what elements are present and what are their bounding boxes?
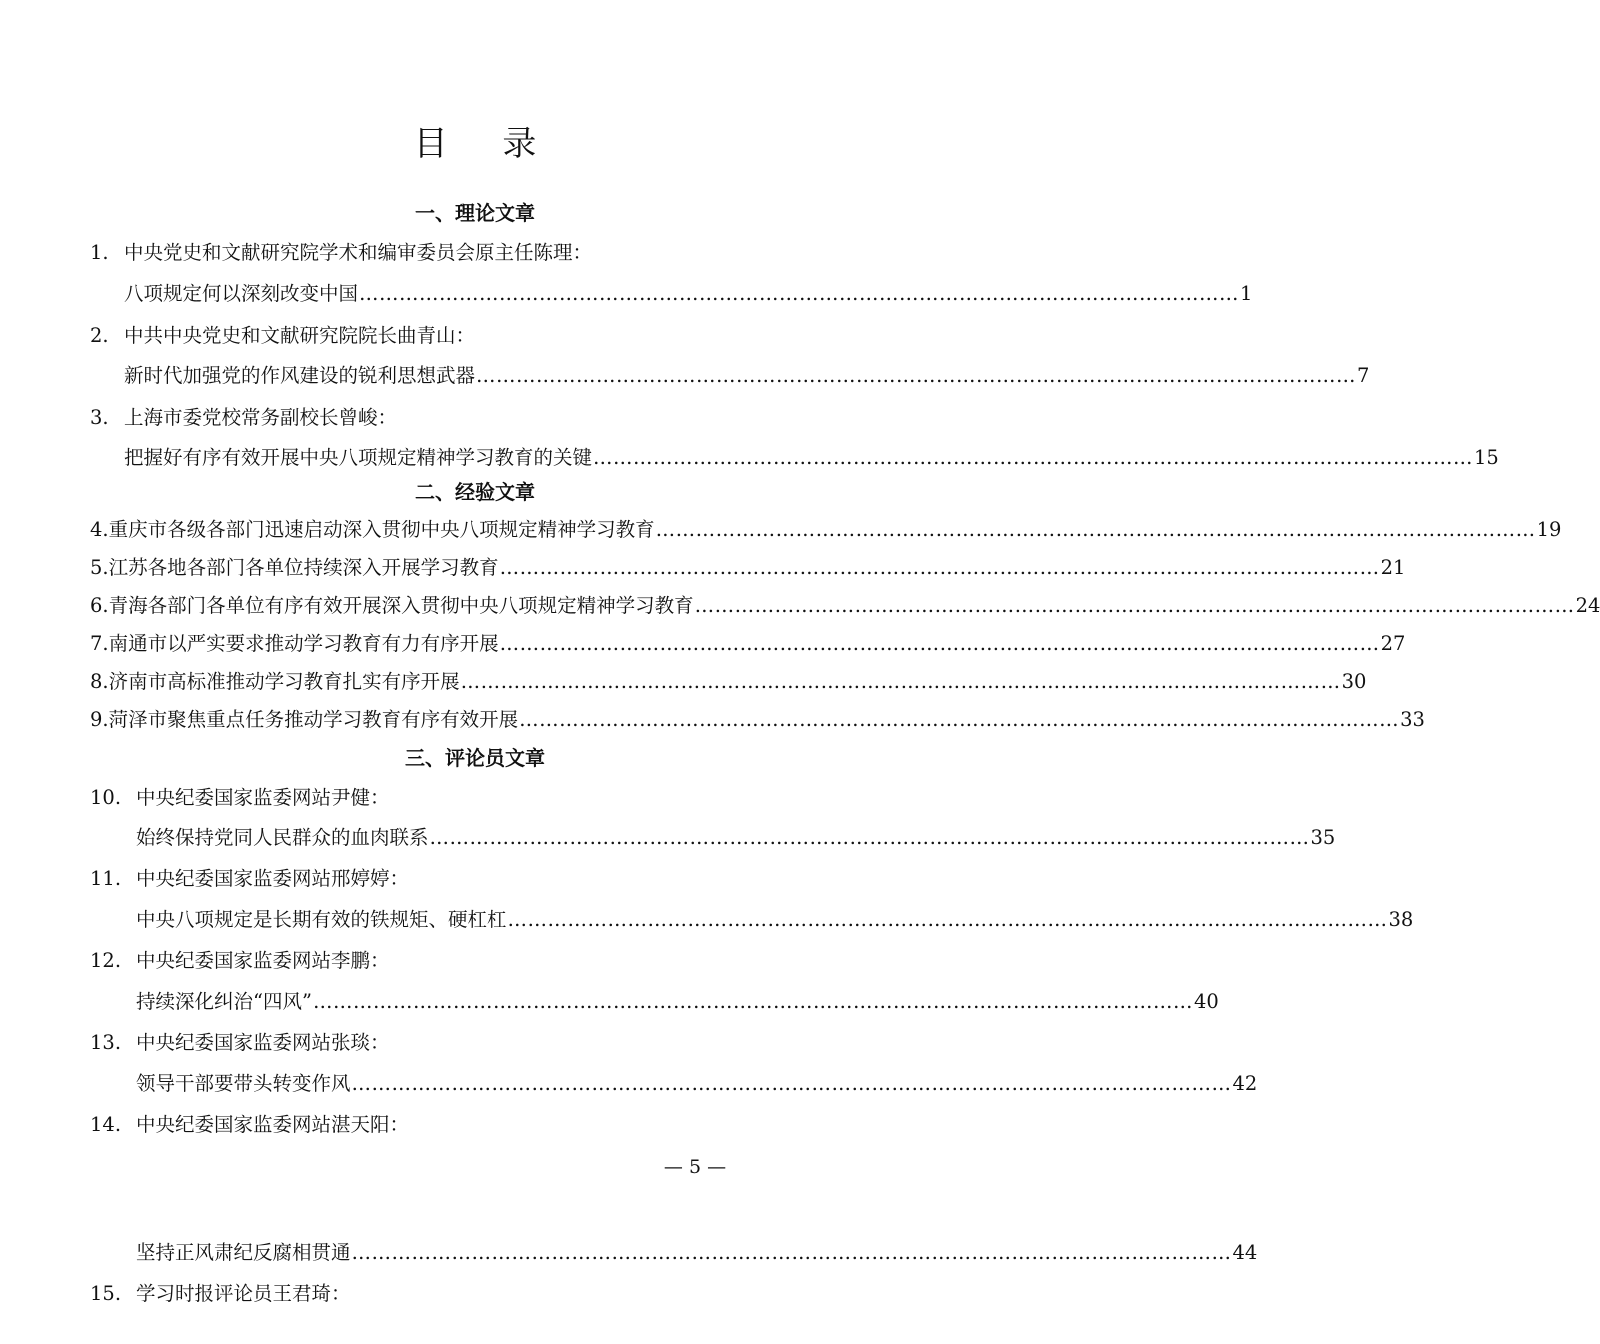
toc-entry-13-link[interactable] — [136, 1069, 1258, 1099]
toc-entry-2-title — [90, 321, 475, 351]
entry-author: 学习时报评论员王君琦： — [136, 1282, 351, 1305]
entry-page-number: 35 — [1310, 826, 1336, 849]
page-number-footer: — 5 — — [663, 1156, 727, 1178]
dot-leader: …………………………………………………………………………………………………………………… — [655, 518, 1536, 541]
section-heading-commentary: 三、评论员文章 — [405, 746, 545, 770]
entry-article-title: 菏泽市聚焦重点任务推动学习教育有序有效开展 — [108, 708, 519, 731]
toc-entry-11-link[interactable] — [136, 905, 1414, 935]
toc-entry-13-title — [90, 1028, 390, 1058]
entry-author: 中央纪委国家监委网站尹健： — [136, 786, 390, 809]
entry-author: 中共中央党史和文献研究院院长曲青山： — [124, 324, 476, 347]
toc-entry-11-title — [90, 864, 409, 894]
entry-page-number: 7 — [1357, 364, 1370, 387]
toc-entry-10-link[interactable] — [136, 823, 1336, 853]
entry-article-title: 中央八项规定是长期有效的铁规矩、硬杠杠 — [136, 908, 507, 931]
toc-entry-7-link[interactable] — [90, 629, 1406, 659]
entry-page-number: 42 — [1232, 1072, 1258, 1095]
entry-author: 中央党史和文献研究院学术和编审委员会原主任陈理： — [124, 241, 593, 264]
entry-author: 中央纪委国家监委网站邢婷婷： — [136, 867, 410, 890]
dot-leader: …………………………………………………………………………………………………………………… — [694, 594, 1575, 617]
entry-page-number: 27 — [1380, 632, 1406, 655]
toc-entry-1-title — [90, 238, 592, 268]
entry-number: 10. — [90, 786, 122, 809]
dot-leader: …………………………………………………………………………………………………………………… — [476, 364, 1357, 387]
entry-author: 中央纪委国家监委网站湛天阳： — [136, 1113, 410, 1136]
entry-number: 1. — [90, 241, 109, 264]
entry-number: 2. — [90, 324, 109, 347]
dot-leader: …………………………………………………………………………………………………………………… — [593, 446, 1474, 469]
entry-article-title: 坚持正风肃纪反腐相贯通 — [136, 1241, 351, 1264]
toc-entry-15-title — [90, 1279, 351, 1309]
entry-article-title: 江苏各地各部门各单位持续深入开展学习教育 — [108, 556, 499, 579]
entry-article-title: 把握好有序有效开展中央八项规定精神学习教育的关键 — [124, 446, 593, 469]
dot-leader: …………………………………………………………………………………………………………………… — [429, 826, 1310, 849]
toc-entry-14-title — [90, 1110, 409, 1140]
entry-page-number: 38 — [1388, 908, 1414, 931]
entry-number: 6. — [90, 594, 109, 617]
page-title: 目 录 — [413, 124, 559, 164]
toc-entry-9-link[interactable] — [90, 705, 1425, 735]
entry-page-number: 44 — [1232, 1241, 1258, 1264]
entry-number: 13. — [90, 1031, 122, 1054]
entry-number: 11. — [90, 867, 122, 890]
entry-number: 12. — [90, 949, 122, 972]
toc-entry-6-link[interactable] — [90, 591, 1600, 621]
entry-page-number: 19 — [1536, 518, 1562, 541]
section-heading-experience: 二、经验文章 — [415, 480, 535, 504]
entry-author: 中央纪委国家监委网站李鹏： — [136, 949, 390, 972]
entry-number: 14. — [90, 1113, 122, 1136]
dot-leader: …………………………………………………………………………………………………………………… — [359, 282, 1240, 305]
entry-number: 7. — [90, 632, 109, 655]
entry-page-number: 15 — [1474, 446, 1499, 469]
entry-article-title: 重庆市各级各部门迅速启动深入贯彻中央八项规定精神学习教育 — [108, 518, 655, 541]
dot-leader: …………………………………………………………………………………………………………………… — [351, 1072, 1232, 1095]
toc-entry-14-link[interactable] — [136, 1238, 1258, 1268]
entry-article-title: 济南市高标准推动学习教育扎实有序开展 — [108, 670, 460, 693]
toc-entry-12-title — [90, 946, 390, 976]
toc-entry-3-link[interactable] — [124, 443, 1499, 473]
dot-leader: …………………………………………………………………………………………………………………… — [519, 708, 1400, 731]
entry-article-title: 始终保持党同人民群众的血肉联系 — [136, 826, 429, 849]
dot-leader: …………………………………………………………………………………………………………………… — [499, 632, 1380, 655]
dot-leader: …………………………………………………………………………………………………………………… — [507, 908, 1388, 931]
entry-page-number: 21 — [1380, 556, 1406, 579]
entry-page-number: 24 — [1575, 594, 1600, 617]
entry-page-number: 1 — [1240, 282, 1253, 305]
entry-article-title: 新时代加强党的作风建设的锐利思想武器 — [124, 364, 476, 387]
dot-leader: …………………………………………………………………………………………………………………… — [312, 990, 1193, 1013]
dot-leader: …………………………………………………………………………………………………………………… — [460, 670, 1341, 693]
entry-page-number: 30 — [1341, 670, 1367, 693]
toc-entry-10-title — [90, 783, 390, 813]
entry-number: 15. — [90, 1282, 122, 1305]
entry-number: 5. — [90, 556, 109, 579]
entry-number: 8. — [90, 670, 109, 693]
entry-author: 中央纪委国家监委网站张琰： — [136, 1031, 390, 1054]
dot-leader: …………………………………………………………………………………………………………………… — [351, 1241, 1232, 1264]
toc-entry-5-link[interactable] — [90, 553, 1406, 583]
entry-number: 9. — [90, 708, 109, 731]
toc-entry-8-link[interactable] — [90, 667, 1367, 697]
entry-page-number: 33 — [1400, 708, 1425, 731]
dot-leader: …………………………………………………………………………………………………………………… — [499, 556, 1380, 579]
toc-entry-2-link[interactable] — [124, 361, 1370, 391]
toc-entry-1-link[interactable] — [124, 279, 1253, 309]
entry-author: 上海市委党校常务副校长曾峻： — [124, 406, 398, 429]
entry-page-number: 40 — [1193, 990, 1219, 1013]
entry-article-title: 八项规定何以深刻改变中国 — [124, 282, 359, 305]
section-heading-theory: 一、理论文章 — [415, 201, 535, 225]
entry-number: 3. — [90, 406, 109, 429]
entry-article-title: 青海各部门各单位有序有效开展深入贯彻中央八项规定精神学习教育 — [108, 594, 694, 617]
toc-entry-3-title — [90, 403, 397, 433]
toc-entry-12-link[interactable] — [136, 987, 1219, 1017]
toc-entry-4-link[interactable] — [90, 515, 1562, 545]
entry-article-title: 南通市以严实要求推动学习教育有力有序开展 — [108, 632, 499, 655]
entry-number: 4. — [90, 518, 109, 541]
entry-article-title: 持续深化纠治“四风” — [136, 990, 312, 1013]
entry-article-title: 领导干部要带头转变作风 — [136, 1072, 351, 1095]
